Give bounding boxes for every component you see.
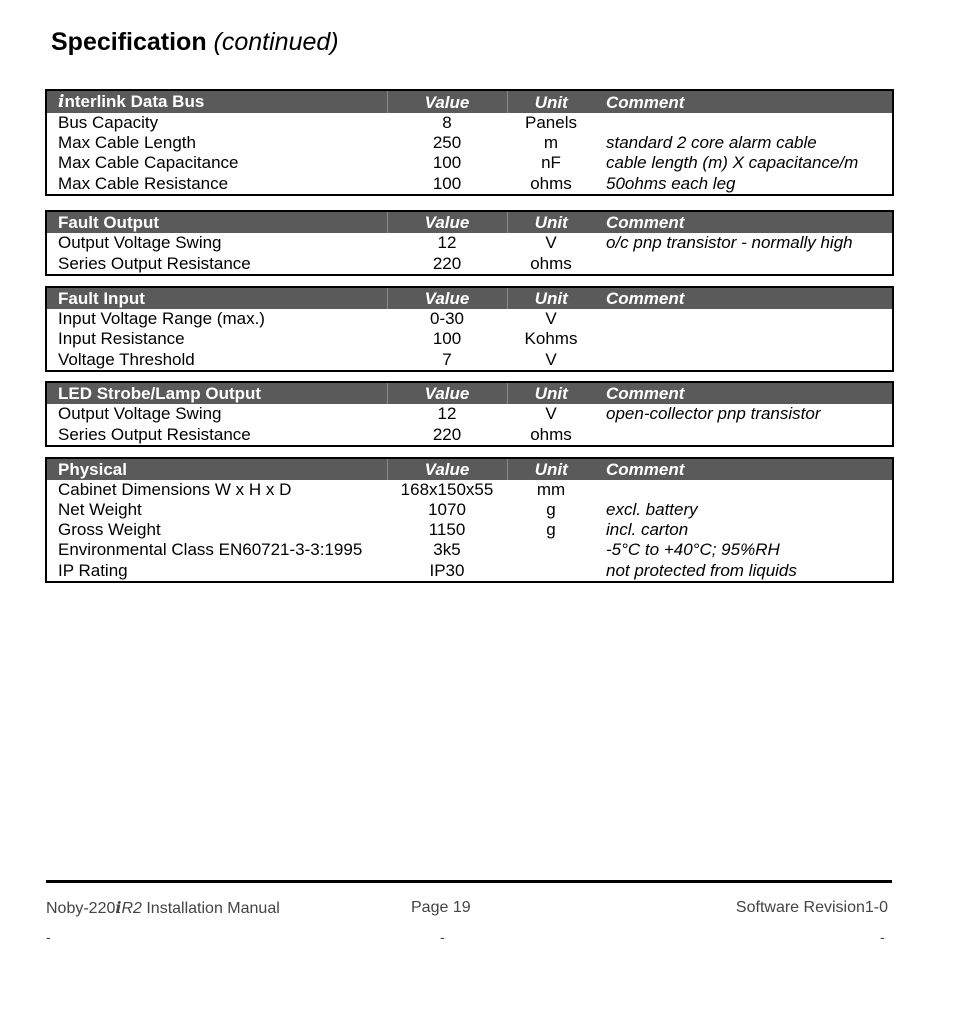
- footer-manual-title: [46, 898, 280, 919]
- row-name: Voltage Threshold: [58, 349, 195, 369]
- row-name: Input Resistance: [58, 329, 185, 348]
- table-row: [46, 133, 893, 153]
- row-value: 8: [442, 113, 452, 132]
- row-comment: not protected from liquids: [606, 560, 797, 580]
- column-header-unit: Unit: [507, 458, 595, 480]
- row-unit: Kohms: [524, 329, 578, 348]
- row-value: 220: [432, 253, 462, 273]
- row-name: Max Cable Resistance: [58, 173, 229, 193]
- page-title-main: Specification: [51, 28, 207, 56]
- row-unit: g: [546, 500, 556, 519]
- column-header-unit: Unit: [507, 211, 595, 233]
- row-name: Output Voltage Swing: [58, 404, 222, 423]
- row-comment: -5°C to +40°C; 95%RH: [606, 540, 780, 559]
- section-name: Fault Input: [46, 287, 387, 309]
- row-comment: excl. battery: [606, 500, 698, 519]
- table-header-row: [46, 211, 893, 233]
- footer-divider: [46, 880, 892, 883]
- section-name-text: nterlink Data Bus: [64, 92, 205, 111]
- row-comment: open-collector pnp transistor: [606, 404, 821, 423]
- row-comment: standard 2 core alarm cable: [606, 133, 817, 152]
- column-header-unit: Unit: [507, 382, 595, 404]
- row-value: 168x150x55: [400, 480, 494, 499]
- row-unit: ohms: [530, 173, 572, 193]
- row-comment: [595, 253, 893, 275]
- column-header-comment: Comment: [606, 213, 685, 232]
- row-value: 100: [432, 153, 462, 172]
- table-row: [46, 349, 893, 371]
- row-name: Max Cable Length: [58, 133, 196, 152]
- table-row: [46, 173, 893, 195]
- section-name: LED Strobe/Lamp Output: [46, 382, 387, 404]
- table-row: [46, 480, 893, 500]
- row-comment: [595, 329, 893, 349]
- table-row: [46, 113, 893, 133]
- table-header-row: [46, 287, 893, 309]
- row-name: Net Weight: [58, 500, 142, 519]
- row-unit: nF: [541, 153, 561, 172]
- row-name: Bus Capacity: [58, 113, 159, 132]
- spec-table-fault-input: [45, 286, 894, 372]
- row-unit: [507, 540, 595, 560]
- footer-dash-right: -: [880, 929, 885, 945]
- table-row: [46, 500, 893, 520]
- row-value: 7: [442, 349, 452, 369]
- row-value: 3k5: [433, 540, 461, 559]
- row-value: 1070: [428, 500, 466, 519]
- spec-table-physical: [45, 457, 894, 583]
- row-value: 12: [437, 233, 457, 252]
- row-name: Cabinet Dimensions W x H x D: [58, 480, 292, 499]
- spec-table-led-strobe-lamp-output: [45, 381, 894, 447]
- row-name: Environmental Class EN60721-3-3:1995: [58, 540, 363, 559]
- row-unit: g: [546, 520, 556, 539]
- row-name: Series Output Resistance: [58, 253, 251, 273]
- row-comment: [595, 424, 893, 446]
- spec-table-interlink-data-bus: [45, 89, 894, 196]
- row-value: 100: [432, 173, 462, 193]
- row-comment: [595, 480, 893, 500]
- row-comment: 50ohms each leg: [606, 173, 736, 193]
- row-name: Series Output Resistance: [58, 424, 251, 444]
- brand-i-glyph: i: [58, 92, 65, 112]
- column-header-comment: Comment: [606, 92, 685, 112]
- column-header-value: Value: [387, 90, 507, 113]
- table-row: [46, 233, 893, 253]
- column-header-comment: Comment: [606, 460, 685, 479]
- column-header-value: Value: [387, 287, 507, 309]
- row-unit: Panels: [525, 113, 577, 132]
- row-value: 12: [437, 404, 457, 423]
- column-header-value: Value: [387, 382, 507, 404]
- row-value: 1150: [428, 520, 466, 539]
- row-value: IP30: [429, 560, 465, 580]
- row-value: 250: [432, 133, 462, 152]
- footer-model: R2: [121, 900, 142, 917]
- column-header-unit: Unit: [507, 287, 595, 309]
- row-unit: mm: [536, 480, 566, 499]
- row-unit: ohms: [530, 424, 572, 444]
- row-name: Gross Weight: [58, 520, 161, 539]
- footer-page-number: Page 19: [411, 899, 471, 916]
- table-row: [46, 253, 893, 275]
- row-comment: incl. carton: [606, 520, 689, 539]
- spec-table-fault-output: [45, 210, 894, 276]
- row-unit: V: [545, 233, 557, 252]
- row-name: Max Cable Capacitance: [58, 153, 239, 172]
- row-name: IP Rating: [58, 560, 128, 580]
- row-unit: ohms: [530, 253, 572, 273]
- row-comment: o/c pnp transistor - normally high: [606, 233, 853, 252]
- table-row: [46, 540, 893, 560]
- table-row: [46, 560, 893, 582]
- column-header-unit: Unit: [507, 90, 595, 113]
- row-comment: cable length (m) X capacitance/m: [606, 153, 859, 172]
- table-row: [46, 520, 893, 540]
- section-name: Physical: [46, 458, 387, 480]
- row-unit: m: [543, 133, 559, 152]
- footer-brand-i-glyph: i: [115, 898, 122, 917]
- column-header-value: Value: [387, 211, 507, 233]
- row-comment: [595, 349, 893, 371]
- table-row: [46, 153, 893, 173]
- table-header-row: [46, 382, 893, 404]
- page-title: [51, 26, 339, 58]
- page-title-suffix: (continued): [213, 28, 339, 56]
- column-header-value: Value: [387, 458, 507, 480]
- row-name: Output Voltage Swing: [58, 233, 222, 252]
- column-header-comment: Comment: [606, 289, 685, 308]
- table-row: [46, 329, 893, 349]
- row-unit: V: [545, 349, 557, 369]
- section-name: [46, 90, 387, 113]
- footer-manual-suffix: Installation Manual: [141, 900, 280, 917]
- table-row: [46, 309, 893, 329]
- row-value: 100: [432, 329, 462, 348]
- footer-product-prefix: Noby-220: [46, 900, 116, 917]
- footer-dash-center: -: [440, 929, 445, 945]
- column-header-comment: Comment: [606, 384, 685, 403]
- row-value: 0-30: [429, 309, 465, 328]
- table-header-row: [46, 90, 893, 113]
- footer-dash-left: -: [46, 929, 51, 945]
- row-unit: [507, 560, 595, 582]
- row-comment: [595, 113, 893, 133]
- row-value: 220: [432, 424, 462, 444]
- row-name: Input Voltage Range (max.): [58, 309, 265, 328]
- table-header-row: [46, 458, 893, 480]
- footer-software-revision: Software Revision1-0: [735, 899, 888, 916]
- row-unit: V: [545, 404, 557, 423]
- section-name: Fault Output: [46, 211, 387, 233]
- table-row: [46, 424, 893, 446]
- table-row: [46, 404, 893, 424]
- row-comment: [595, 309, 893, 329]
- row-unit: V: [545, 309, 557, 328]
